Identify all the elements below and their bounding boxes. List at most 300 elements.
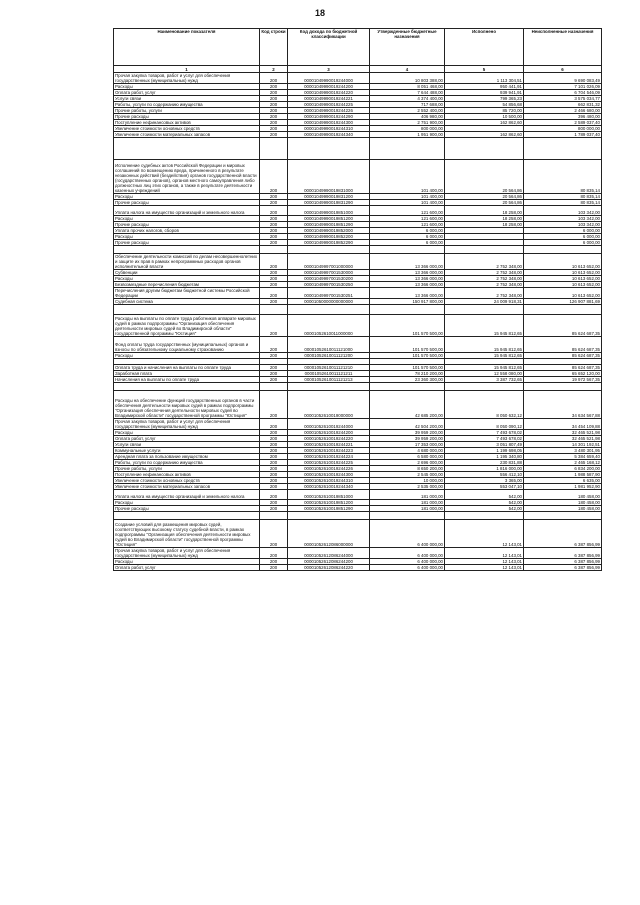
row-approved: 4 680 000,00 — [370, 448, 445, 454]
row-executed: 18 258,00 — [445, 222, 524, 228]
row-name: Прочие работы, услуги — [114, 108, 260, 114]
row-approved: 101 570 500,00 — [370, 365, 445, 371]
row-approved: 78 210 200,00 — [370, 371, 445, 377]
row-approved: 181 000,00 — [370, 506, 445, 512]
row-line-code: 200 — [260, 565, 288, 571]
row-name — [114, 305, 260, 315]
row-name: Поступление нефинансовых активов — [114, 120, 260, 126]
row-name: Уплата прочих налогов, сборов — [114, 228, 260, 234]
row-executed — [445, 138, 524, 160]
row-name: Перечисления другим бюджетам бюджетной системы Российской Федерации — [114, 288, 260, 299]
row-approved: 4 374 400,00 — [370, 96, 445, 102]
table-body — [114, 73, 602, 571]
row-executed: 15 945 812,65 — [445, 315, 524, 337]
row-executed: 7 493 678,02 — [445, 430, 524, 436]
row-classification-code: 00001052612086000000 — [288, 520, 370, 548]
row-line-code: 200 — [260, 391, 288, 419]
row-name — [114, 512, 260, 520]
row-line-code: 200 — [260, 436, 288, 442]
row-approved: 10 803 388,00 — [370, 73, 445, 84]
row-remaining: 2 589 037,40 — [524, 120, 602, 126]
row-remaining: 85 624 687,35 — [524, 315, 602, 337]
row-approved: 8 650 200,00 — [370, 466, 445, 472]
row-line-code: 200 — [260, 442, 288, 448]
row-remaining: 2 466 680,00 — [524, 108, 602, 114]
row-line-code: 200 — [260, 114, 288, 120]
row-line-code: 200 — [260, 520, 288, 548]
row-classification-code: 00001052610019244221 — [288, 442, 370, 448]
row-remaining: 80 835,14 — [524, 194, 602, 200]
row-remaining: 10 613 652,00 — [524, 254, 602, 270]
row-executed: 2 752 348,00 — [445, 276, 524, 282]
row-name: Прочая закупка товаров, работ и услуг для обеспечения государственных (муниципальных) нужд — [114, 73, 260, 84]
row-classification-code: 00001052610011121211 — [288, 371, 370, 377]
row-name — [114, 246, 260, 254]
row-classification-code: 00001049997001530250 — [288, 282, 370, 288]
row-executed — [445, 512, 524, 520]
row-executed: 230 831,88 — [445, 460, 524, 466]
row-remaining: 10 613 652,00 — [524, 288, 602, 299]
row-line-code — [260, 383, 288, 391]
row-remaining: 6 635,00 — [524, 478, 602, 484]
row-remaining: 32 465 521,98 — [524, 430, 602, 436]
row-line-code: 200 — [260, 466, 288, 472]
row-approved — [370, 512, 445, 520]
table-row — [114, 206, 602, 216]
table-row — [114, 490, 602, 500]
row-approved: 6 400 000,00 — [370, 520, 445, 548]
row-line-code: 200 — [260, 548, 288, 559]
row-classification-code: 00001052612086244220 — [288, 565, 370, 571]
row-name: Оплата работ, услуг — [114, 436, 260, 442]
row-executed: 18 258,00 — [445, 206, 524, 216]
row-classification-code: 00001049990019244290 — [288, 114, 370, 120]
row-remaining: 2 465 168,12 — [524, 460, 602, 466]
table-header-row — [114, 29, 602, 66]
row-remaining: 10 613 652,00 — [524, 270, 602, 276]
row-classification-code: 00001049990019244221 — [288, 96, 370, 102]
row-executed — [445, 246, 524, 254]
row-remaining: 3 480 301,95 — [524, 448, 602, 454]
row-remaining: 180 458,00 — [524, 506, 602, 512]
row-executed: 12 143,01 — [445, 548, 524, 559]
row-approved: 7 644 488,00 — [370, 90, 445, 96]
row-remaining: 65 652 120,00 — [524, 371, 602, 377]
row-remaining: 10 613 652,00 — [524, 282, 602, 288]
row-remaining: 6 387 856,99 — [524, 559, 602, 565]
row-approved: 121 600,00 — [370, 216, 445, 222]
row-name: Работы, услуги по содержанию имущества — [114, 102, 260, 108]
row-name — [114, 138, 260, 160]
row-executed: 24 009 918,31 — [445, 299, 524, 305]
row-approved: 717 688,00 — [370, 102, 445, 108]
table-row — [114, 548, 602, 559]
row-executed: 15 945 812,65 — [445, 365, 524, 371]
row-line-code: 200 — [260, 478, 288, 484]
row-approved: 10 000,00 — [370, 478, 445, 484]
row-remaining: 32 465 521,98 — [524, 436, 602, 442]
row-approved: 101 570 500,00 — [370, 337, 445, 353]
row-name: Расходы — [114, 216, 260, 222]
header-remaining: Неисполненные назначения — [524, 29, 602, 66]
row-classification-code: 00001052610011121000 — [288, 337, 370, 353]
row-classification-code: 00001052610019244200 — [288, 430, 370, 436]
row-remaining: 5 384 659,40 — [524, 454, 602, 460]
row-line-code: 200 — [260, 506, 288, 512]
row-approved: 181 000,00 — [370, 500, 445, 506]
row-executed: 2 752 348,00 — [445, 254, 524, 270]
row-remaining: 800 000,00 — [524, 126, 602, 132]
row-executed: 7 493 678,02 — [445, 436, 524, 442]
row-line-code: 200 — [260, 490, 288, 500]
row-remaining: 396 480,00 — [524, 114, 602, 120]
row-classification-code: 00001052610019244224 — [288, 454, 370, 460]
row-executed: 12 558 080,00 — [445, 371, 524, 377]
row-approved: 121 600,00 — [370, 206, 445, 216]
row-classification-code — [288, 383, 370, 391]
row-approved: 2 751 900,00 — [370, 120, 445, 126]
row-approved: 39 959 200,00 — [370, 436, 445, 442]
row-line-code: 200 — [260, 132, 288, 138]
row-executed: 20 564,86 — [445, 200, 524, 206]
row-line-code: 200 — [260, 484, 288, 490]
row-classification-code: 00001049990019831200 — [288, 194, 370, 200]
row-remaining — [524, 512, 602, 520]
row-name: Уплата налога на имущество организаций и земельного налога — [114, 490, 260, 500]
row-approved: 39 959 200,00 — [370, 430, 445, 436]
row-remaining: 10 613 652,00 — [524, 276, 602, 282]
row-executed: 3 051 807,49 — [445, 442, 524, 448]
row-executed: 2 752 348,00 — [445, 270, 524, 276]
row-line-code — [260, 305, 288, 315]
row-remaining: 103 342,00 — [524, 216, 602, 222]
table-row — [114, 246, 602, 254]
row-approved: 101 400,00 — [370, 160, 445, 194]
table-row — [114, 337, 602, 353]
row-remaining: 1 981 952,90 — [524, 484, 602, 490]
row-name: Увеличение стоимости материальных запасов — [114, 484, 260, 490]
row-name: Исполнение судебных актов Российской Федерации и мировых соглашений по возмещению вреда, причиненного в результате незаконных действий (бездействия) органов государственной власти (государственных органов), органов местного самоуправления либо должностных лиц этих органов, а также в результате деятельности казенных учреждений — [114, 160, 260, 194]
row-remaining: 662 831,32 — [524, 102, 602, 108]
row-classification-code: 00001052610019244226 — [288, 466, 370, 472]
row-name: Коммунальные услуги — [114, 448, 260, 454]
row-name: Расходы на выплаты по оплате труда работников аппарате мировых судей в рамках подпрограммы "Организация обеспечения деятельности мировых судей во Владимирской области" государственной программы "Юстиция" — [114, 315, 260, 337]
table-row — [114, 383, 602, 391]
row-line-code — [260, 512, 288, 520]
row-name: Расходы — [114, 559, 260, 565]
row-remaining: 34 454 109,88 — [524, 419, 602, 430]
row-executed: 1 113 304,51 — [445, 73, 524, 84]
row-line-code: 200 — [260, 240, 288, 246]
row-remaining: 85 624 687,35 — [524, 365, 602, 371]
row-classification-code: 00001049990019244340 — [288, 132, 370, 138]
row-classification-code: 00001052610011121210 — [288, 365, 370, 371]
row-executed — [445, 305, 524, 315]
row-classification-code: 00001049997001530200 — [288, 276, 370, 282]
row-executed: 3 365,00 — [445, 478, 524, 484]
row-name: Услуги связи — [114, 442, 260, 448]
row-line-code: 200 — [260, 288, 288, 299]
row-classification-code: 00001052610019000000 — [288, 391, 370, 419]
column-index: 6 — [524, 66, 602, 73]
row-executed: 20 564,86 — [445, 160, 524, 194]
row-approved: 23 360 300,00 — [370, 377, 445, 383]
row-line-code: 200 — [260, 254, 288, 270]
row-line-code: 200 — [260, 559, 288, 565]
row-classification-code: 00001049990019851290 — [288, 222, 370, 228]
row-name: Расходы — [114, 194, 260, 200]
row-remaining: 6 000,00 — [524, 240, 602, 246]
table-row — [114, 315, 602, 337]
row-remaining: 80 835,14 — [524, 200, 602, 206]
row-line-code: 200 — [260, 500, 288, 506]
row-executed: 1 816 000,00 — [445, 466, 524, 472]
table-row — [114, 512, 602, 520]
row-name: Расходы — [114, 84, 260, 90]
row-approved: 6 400 000,00 — [370, 548, 445, 559]
row-approved: 6 400 000,00 — [370, 565, 445, 571]
row-name: Фонд оплаты труда государственных (муниципальных) органов и взносы по обязательному социальному страхованию — [114, 337, 260, 353]
row-executed: 85 720,00 — [445, 108, 524, 114]
row-executed: 556 412,10 — [445, 472, 524, 478]
row-remaining: 85 624 687,35 — [524, 353, 602, 359]
row-executed: 2 752 348,00 — [445, 282, 524, 288]
row-approved: 6 000,00 — [370, 228, 445, 234]
row-line-code: 200 — [260, 120, 288, 126]
row-classification-code: 00001052610019851000 — [288, 490, 370, 500]
budget-execution-table — [113, 28, 602, 571]
row-executed: 10 500,00 — [445, 114, 524, 120]
row-remaining: 7 101 026,09 — [524, 84, 602, 90]
table-row — [114, 565, 602, 571]
row-remaining: 85 624 687,35 — [524, 337, 602, 353]
row-executed: 20 564,86 — [445, 194, 524, 200]
row-classification-code: 00001049990019852290 — [288, 240, 370, 246]
row-classification-code: 00001049990019851200 — [288, 216, 370, 222]
row-approved — [370, 138, 445, 160]
row-name: Расходы — [114, 234, 260, 240]
row-executed: 8 050 632,12 — [445, 391, 524, 419]
row-classification-code: 00001052610011121200 — [288, 353, 370, 359]
row-name: Увеличение стоимости основных средств — [114, 126, 260, 132]
row-name: Расходы — [114, 500, 260, 506]
row-remaining: 180 458,00 — [524, 490, 602, 500]
row-line-code: 200 — [260, 200, 288, 206]
row-name: Арендная плата за пользование имуществом — [114, 454, 260, 460]
row-remaining: 103 342,00 — [524, 222, 602, 228]
row-line-code: 200 — [260, 377, 288, 383]
row-line-code: 200 — [260, 282, 288, 288]
row-approved — [370, 383, 445, 391]
row-executed: 542,00 — [445, 490, 524, 500]
row-executed — [445, 383, 524, 391]
row-executed: 15 945 812,65 — [445, 353, 524, 359]
table-row — [114, 254, 602, 270]
row-approved: 6 400 000,00 — [370, 559, 445, 565]
row-approved: 6 000,00 — [370, 234, 445, 240]
row-line-code: 200 — [260, 206, 288, 216]
row-executed: 3 387 732,65 — [445, 377, 524, 383]
row-line-code: 200 — [260, 73, 288, 84]
row-classification-code — [288, 246, 370, 254]
row-line-code: 200 — [260, 419, 288, 430]
row-executed: 12 143,01 — [445, 520, 524, 548]
header-classification-code: Код дохода по бюджетной классификации — [288, 29, 370, 66]
row-remaining: 180 458,00 — [524, 500, 602, 506]
row-line-code: 200 — [260, 102, 288, 108]
column-index: 5 — [445, 66, 524, 73]
row-line-code: 200 — [260, 276, 288, 282]
row-classification-code: 00001052610019244223 — [288, 448, 370, 454]
row-line-code: 200 — [260, 126, 288, 132]
row-classification-code: 00001049990019831000 — [288, 160, 370, 194]
row-classification-code: 00001052610019851290 — [288, 506, 370, 512]
table-row — [114, 520, 602, 548]
row-remaining: 6 000,00 — [524, 234, 602, 240]
row-classification-code: 00001052610019244220 — [288, 436, 370, 442]
row-executed: 15 945 812,65 — [445, 337, 524, 353]
row-name: Обеспечение деятельности комиссий по делам несовершеннолетних и защите их прав в рамках непрограммных расходов органов исполнительной власти — [114, 254, 260, 270]
row-line-code: 200 — [260, 234, 288, 240]
row-executed: 1 199 698,05 — [445, 448, 524, 454]
row-approved: 8 051 468,00 — [370, 84, 445, 90]
row-name: Прочие расходы — [114, 222, 260, 228]
row-remaining: 103 342,00 — [524, 206, 602, 216]
row-remaining: 6 387 856,99 — [524, 548, 602, 559]
header-approved: Утвержденные бюджетные назначения — [370, 29, 445, 66]
row-name: Расходы — [114, 430, 260, 436]
row-name: Оплата работ, услуг — [114, 565, 260, 571]
row-remaining: 19 972 567,35 — [524, 377, 602, 383]
row-remaining: 6 704 546,09 — [524, 90, 602, 96]
row-remaining: 1 988 587,90 — [524, 472, 602, 478]
row-name: Увеличение стоимости основных средств — [114, 478, 260, 484]
row-name: Расходы — [114, 353, 260, 359]
row-remaining — [524, 383, 602, 391]
row-remaining: 1 789 037,40 — [524, 132, 602, 138]
row-name: Уплата налога на имущество организаций и земельного налога — [114, 206, 260, 216]
table-row — [114, 138, 602, 160]
row-approved: 2 552 400,00 — [370, 108, 445, 114]
row-classification-code: 00001049990019831290 — [288, 200, 370, 206]
row-approved: 1 951 900,00 — [370, 132, 445, 138]
row-name: Прочая закупка товаров, работ и услуг для обеспечения государственных (муниципальных) нужд — [114, 419, 260, 430]
row-line-code: 200 — [260, 160, 288, 194]
row-executed: 12 143,01 — [445, 559, 524, 565]
row-line-code: 200 — [260, 96, 288, 102]
row-line-code: 200 — [260, 430, 288, 436]
row-line-code: 200 — [260, 90, 288, 96]
row-name: Оплата работ, услуг — [114, 90, 260, 96]
row-name: Расходы на обеспечение функций государственных органов в части обеспечения деятельности мировых судей в рамках подпрограммы "Организация обеспечения деятельности мировых судей во Владимирской области" государственной программы "Юстиция" — [114, 391, 260, 419]
row-classification-code: 00001052610011121213 — [288, 377, 370, 383]
row-line-code: 200 — [260, 194, 288, 200]
row-executed: 939 941,91 — [445, 90, 524, 96]
row-classification-code: 00001052610019244310 — [288, 478, 370, 484]
row-name: Поступление нефинансовых активов — [114, 472, 260, 478]
row-approved: 13 366 000,00 — [370, 282, 445, 288]
row-line-code: 200 — [260, 315, 288, 337]
row-remaining: 34 634 567,88 — [524, 391, 602, 419]
header-executed: Исполнено — [445, 29, 524, 66]
row-name: Прочие расходы — [114, 506, 260, 512]
row-classification-code: 00001052610019244000 — [288, 419, 370, 430]
row-line-code: 200 — [260, 371, 288, 377]
row-approved — [370, 246, 445, 254]
row-name: Создание условий для размещения мировых судей, соответствующих высокому статусу судебной власти, в рамках подпрограммы "Организация обеспечения деятельности мировых судей во Владимирской области" государственной программы "Юстиция" — [114, 520, 260, 548]
row-line-code: 200 — [260, 460, 288, 466]
column-index-row — [114, 66, 602, 73]
row-approved: 13 366 000,00 — [370, 288, 445, 299]
row-name: Услуги связи — [114, 96, 260, 102]
column-index: 2 — [260, 66, 288, 73]
row-name: Субвенции — [114, 270, 260, 276]
row-line-code — [260, 138, 288, 160]
column-index: 4 — [370, 66, 445, 73]
row-classification-code — [288, 305, 370, 315]
row-approved: 6 580 000,00 — [370, 454, 445, 460]
row-executed: 8 050 090,12 — [445, 419, 524, 430]
row-executed: 542,00 — [445, 500, 524, 506]
row-name: Оплата труда и начисления на выплаты по оплате труда — [114, 365, 260, 371]
row-line-code: 200 — [260, 222, 288, 228]
row-line-code: 200 — [260, 448, 288, 454]
row-line-code: 200 — [260, 454, 288, 460]
row-name: Начисления на выплаты по оплате труда — [114, 377, 260, 383]
row-remaining — [524, 138, 602, 160]
row-classification-code: 00001052610019244225 — [288, 460, 370, 466]
row-classification-code: 00001049990019244225 — [288, 102, 370, 108]
row-line-code: 200 — [260, 216, 288, 222]
row-approved: 150 917 800,00 — [370, 299, 445, 305]
row-name: Безвозмездные перечисления бюджетам — [114, 282, 260, 288]
row-classification-code: 00001049997001530251 — [288, 288, 370, 299]
row-line-code: 200 — [260, 270, 288, 276]
row-executed: 1 195 340,80 — [445, 454, 524, 460]
column-index: 1 — [114, 66, 260, 73]
row-approved: 13 366 000,00 — [370, 270, 445, 276]
row-classification-code: 00001052610019244340 — [288, 484, 370, 490]
row-executed: 18 258,00 — [445, 216, 524, 222]
row-executed: 54 856,68 — [445, 102, 524, 108]
row-classification-code — [288, 512, 370, 520]
row-approved: 101 400,00 — [370, 194, 445, 200]
row-executed: 2 752 348,00 — [445, 288, 524, 299]
row-approved: 6 000,00 — [370, 240, 445, 246]
row-remaining — [524, 246, 602, 254]
table-row — [114, 305, 602, 315]
row-classification-code: 00001049990019852000 — [288, 228, 370, 234]
row-name: Заработная плата — [114, 371, 260, 377]
row-classification-code: 00001049990019244220 — [288, 90, 370, 96]
row-executed: 162 862,60 — [445, 132, 524, 138]
row-line-code: 200 — [260, 108, 288, 114]
row-approved: 42 685 200,00 — [370, 391, 445, 419]
row-classification-code: 00001049997001530000 — [288, 270, 370, 276]
row-approved: 101 400,00 — [370, 200, 445, 206]
row-classification-code: 00001049990019851000 — [288, 206, 370, 216]
row-remaining: 3 575 034,77 — [524, 96, 602, 102]
row-classification-code: 00001049990019852200 — [288, 234, 370, 240]
row-approved: 101 570 500,00 — [370, 315, 445, 337]
row-executed: 799 365,23 — [445, 96, 524, 102]
row-line-code: 200 — [260, 337, 288, 353]
row-name: Прочие расходы — [114, 114, 260, 120]
row-line-code: 200 — [260, 365, 288, 371]
row-classification-code: 00001052612086244000 — [288, 548, 370, 559]
row-classification-code: 00001049990019244200 — [288, 84, 370, 90]
row-classification-code: 00001049990019244000 — [288, 73, 370, 84]
